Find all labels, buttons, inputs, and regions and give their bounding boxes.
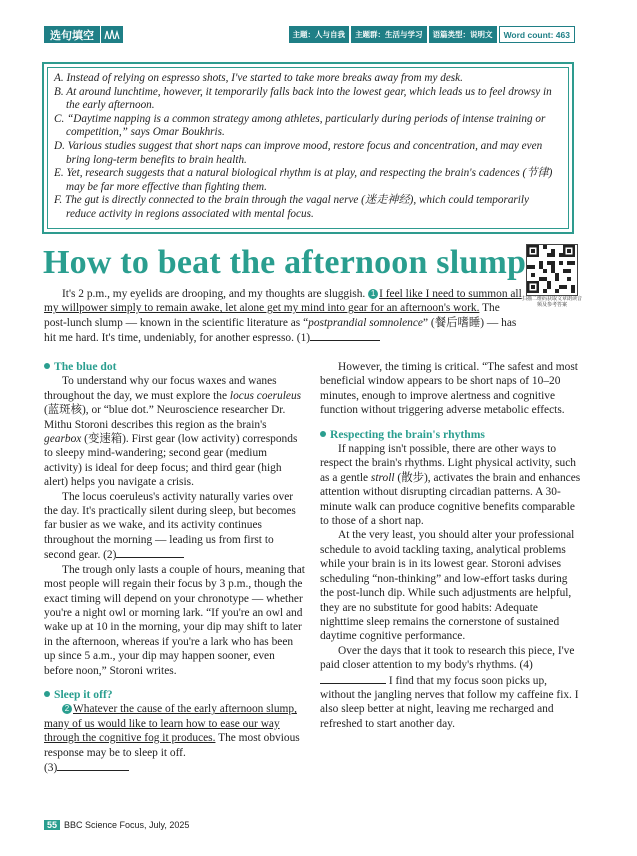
paragraph: Over the days that it took to research this piece, I've paid closer attention to my body's rhythms. (4) I find that my focus soon picks up, without the jangling nerves that follow my caffeine fix. I also sleep better at night, leaving me recharged and refreshed to start another day. (320, 644, 579, 730)
right-column (320, 360, 582, 731)
option-c: C. “Daytime napping is a common strategy among athletes, particularly during periods of intense training or competition,” says Omar Boukhris. (54, 112, 546, 139)
qr-code[interactable] (526, 244, 578, 296)
paragraph: At the very least, you should alter your professional schedule to avoid tackling taxing, analytical problems while your brain is in its lowest gear. Storoni advises scheduling “non-thinking” and low-effort tasks during the post-lunch dip. While such adjustments are helpful, they are no substitute for good habits: Adequate nighttime sleep remains the cornerstone of sustained daytime cognitive performance. (320, 529, 575, 643)
option-d: D. Various studies suggest that short naps can improve mood, restore focus and concentration, and may even bring long-term benefits to brain health. (54, 139, 543, 166)
option-a: A. Instead of relying on espresso shots, I've started to take more breaks away from my desk. (54, 72, 463, 84)
genre-label: 语篇类型：说明文 (429, 26, 497, 43)
article-title: How to beat the afternoon slump (43, 244, 527, 281)
sentence-marker-1: 1 (368, 289, 378, 299)
section-heading-blue-dot: The blue dot (44, 360, 306, 374)
option-e: E. Yet, research suggests that a natural biological rhythm is at play, and respecting the brain's cadences (节律) may be far more effective than fighting them. (54, 167, 553, 193)
intro-paragraph: It's 2 p.m., my eyelids are drooping, and my thoughts are sluggish. 1 I feel like I need to summon all my willpower simply to remain awake, let alone get my mind into gear for an afternoon's work. The post-lunch slump — known in the scientific literature as “postprandial somnolence” (餐后嗜睡) — has hit me hard. It's time, undeniably, for another espresso. (1) (44, 288, 522, 345)
options-box (42, 62, 574, 234)
paragraph: 2 Whatever the cause of the early afternoon slump, many of us would like to learn how to ease our way through the cognitive fog it produces. The most obvious response may be to sleep it off. (44, 703, 300, 759)
paragraph: The trough only lasts a couple of hours, meaning that most people will regain their focus by 3 p.m., though the exact timing will depend on your chronotype — whether you're a night owl or morning lark. “If you're an owl and wake up at 10 in the morning, your dip may shift to later in the afternoon, whereas if you're a lark who has been up since 5 a.m., your dip may happen sooner, even before noon,” Storoni writes. (44, 563, 305, 677)
options-list (54, 72, 559, 222)
paragraph: However, the timing is critical. “The safest and most beneficial window appears to be short naps of 10–20 minutes, enough to improve alertness and cognitive function without triggering adverse metabolic effects. (320, 361, 578, 417)
top-bar (44, 26, 575, 43)
blank-3 (57, 760, 129, 771)
books-icon (100, 26, 123, 43)
word-count: Word count: 463 (499, 26, 575, 43)
option-b: B. At around lunchtime, however, it temporarily falls back into the lowest gear, which leads us to feel drowsy in the early afternoon. (54, 85, 552, 112)
underlined-sentence-1: I feel like I need to summon all my willpower simply to remain awake, let alone get my mind into gear for an afternoon's work. (44, 288, 522, 315)
option-f: F. The gut is directly connected to the brain through the vagal nerve (迷走神经), which could temporarily reduce activity in regions associated with mental focus. (54, 194, 529, 220)
left-column (44, 360, 306, 775)
section-heading-sleep: Sleep it off? (44, 688, 306, 702)
subtheme-label: 主题群：生活与学习 (351, 26, 427, 43)
blank-4 (320, 673, 386, 684)
paragraph: If napping isn't possible, there are other ways to respect the brain's rhythms. Light physical activity, such as a gentle stroll (散步), activates the brain and enhances attention without disrupting circadian patterns. A 30-minute walk can produce cognitive benefits comparable to those of a short nap. (320, 443, 581, 528)
paragraph: To understand why our focus waxes and wanes throughout the day, we must explore the locus coeruleus (蓝斑核), or “blue dot.” Neuroscience researcher Dr. Mithu Storoni describes this region as the brain's gearbox (变速箱). First gear (low activity) corresponds to sleepy mind-wandering; second gear (medium activity) is ideal for deep focus; and third gear (high alert) helps you navigate a crisis. (44, 375, 302, 489)
theme-label: 主题：人与自我 (289, 26, 350, 43)
underlined-sentence-2: Whatever the cause of the early afternoon slump, many of us would like to learn how to ease our way through the cognitive fog it produces. (44, 703, 297, 745)
meta-info (287, 26, 575, 43)
section-tag: 选句填空 (44, 26, 100, 43)
paragraph: (3) (44, 760, 306, 775)
sentence-marker-2: 2 (62, 704, 72, 714)
paragraph: The locus coeruleus's activity naturally varies over the day. It's practically silent during sleep, but becomes far busier as we wake, and its activity continues throughout the morning — leading us from first to second gear. (2) (44, 490, 296, 562)
blank-2 (116, 547, 184, 558)
source-citation: BBC Science Focus, July, 2025 (64, 820, 190, 830)
blank-1 (310, 330, 380, 341)
footer (44, 820, 189, 830)
qr-caption: 扫描二维码获取文章朗读音频及参考答案 (522, 296, 583, 308)
page-number: 55 (44, 820, 60, 830)
section-heading-rhythms: Respecting the brain's rhythms (320, 428, 582, 442)
